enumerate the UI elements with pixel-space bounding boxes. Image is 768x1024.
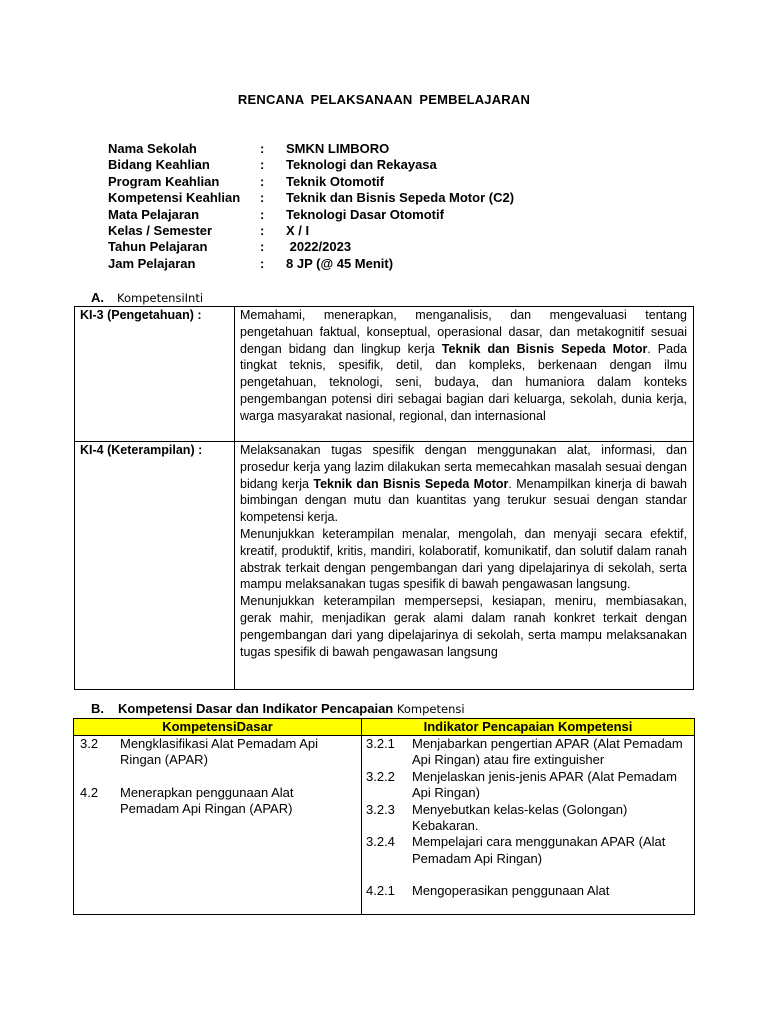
info-row-class [108,223,514,239]
table-row [75,307,694,442]
item-text: Mengklasifikasi Alat Pemadam Api Ringan (APAR) [120,736,318,768]
table-row [75,442,694,690]
info-label: Mata Pelajaran [108,206,200,222]
list-item [74,736,361,769]
section-title: Kompetensi Dasar dan Indikator Pencapaian [118,701,394,716]
item-text: Mempelajari cara menggunakan APAR (Alat Pemadam Api Ringan) [412,834,666,866]
info-value: X / I [286,222,310,238]
item-text: Mengoperasikan penggunaan Alat [412,883,610,899]
basic-competency-table [73,718,695,915]
info-row-field [108,157,514,173]
ki4-text-part: Melaksanakan tugas spesifik dengan menggunakan alat, informasi, dan prosedur kerja yang lazim dilakukan serta memecahkan masalah sesuai dengan bidang kerja [240,443,687,491]
school-info [108,141,514,272]
item-number: 4.2 [80,784,99,800]
info-label: Nama Sekolah [108,141,197,156]
info-colon: : [260,157,265,173]
ki4-bold-text: Teknik dan Bisnis Sepeda Motor [313,476,509,491]
list-item [362,769,694,802]
info-row-competency [108,190,514,206]
info-label: Program Keahlian [108,173,220,189]
info-label: Kompetensi Keahlian [108,190,241,206]
item-text: Menerapkan penggunaan Alat Pemadam Api Ringan (APAR) [120,784,294,817]
info-value: Teknologi dan Rekayasa [286,157,437,173]
info-colon: : [260,206,265,222]
ki3-bold-text: Teknik dan Bisnis Sepeda Motor [441,341,648,356]
info-row-school [108,141,514,157]
info-row-year [108,239,514,255]
item-number: 3.2.1 [366,736,395,751]
column-header: KompetensiDasar [74,719,362,736]
info-value: 8 JP (@ 45 Menit) [286,255,394,271]
item-text: Menyebutkan kelas-kelas (Golongan) Kebakaran. [412,801,628,834]
info-colon: : [260,173,265,189]
info-label: Kelas / Semester [108,222,213,238]
list-item [362,883,694,899]
info-label: Jam Pelajaran [108,255,196,271]
info-colon: : [260,190,265,206]
info-colon: : [260,255,265,271]
list-item [74,785,361,818]
indicator-cell [362,736,695,915]
info-value: 2022/2023 [286,239,352,255]
section-b-heading [91,701,465,716]
ki3-description [235,307,694,442]
table-row [74,736,695,915]
info-colon: : [260,141,265,156]
item-number: 4.2.1 [366,883,395,899]
info-label: Tahun Pelajaran [108,239,208,255]
list-item [362,802,694,835]
info-label: Bidang Keahlian [108,157,210,173]
competency-cell [74,736,362,915]
ki4-text-part: . Menampilkan kinerja di bawah bimbingan dengan mutu dan kuantitas yang terukur sesuai dengan standar kompetensi kerja. [240,476,688,525]
column-header: Indikator Pencapaian Kompetensi [362,719,695,736]
ki3-text-part: Memahami, menerapkan, menganalisis, dan mengevaluasi tentang pengetahuan faktual, konseptual, operasional dasar, dan metakognitif sesuai dengan bidang dan lingkup kerja [240,308,687,356]
item-text: Menjelaskan jenis-jenis APAR (Alat Pemadam Api Ringan) [412,768,677,801]
section-letter: B. [91,701,104,716]
item-text: Menjabarkan pengertian APAR (Alat Pemadam Api Ringan) atau fire extinguisher [412,736,683,768]
table-header-row [74,719,695,736]
info-value: Teknik Otomotif [286,173,384,189]
section-title-suffix: Kompetensi [393,702,465,716]
core-competency-table [74,306,694,690]
section-title: KompetensiInti [117,291,204,305]
item-number: 3.2.2 [366,768,395,784]
list-item [362,834,694,867]
info-value: SMKN LIMBORO [286,141,390,156]
ki4-paragraph: Menunjukkan keterampilan mempersepsi, kesiapan, meniru, membiasakan, gerak mahir, menjadikan gerak alami dalam ranah konkret terkait dengan pengembangan dari yang dipelajarinya di sekolah, serta mampu melaksanakan tugas spesifik di bawah pengawasan langsung [240,594,687,659]
item-number: 3.2 [80,736,99,751]
info-row-hours [108,256,514,272]
info-colon: : [260,239,265,255]
info-row-subject [108,207,514,223]
ki4-description [235,442,694,690]
info-value: Teknologi Dasar Otomotif [286,206,444,222]
ki4-paragraph: Menunjukkan keterampilan menalar, mengolah, dan menyaji secara efektif, kreatif, produktif, kritis, mandiri, kolaboratif, komunikatif, dan solutif dalam ranah abstrak terkait dengan pengembangan dari yang dipelajarinya di sekolah, serta mampu melaksanakan tugas spesifik di bawah pengawasan langsung. [240,526,687,592]
section-letter: A. [91,290,104,305]
info-row-program [108,174,514,190]
list-item [362,736,694,769]
page-title: RENCANA PELAKSANAAN PEMBELAJARAN [237,92,531,107]
item-number: 3.2.4 [366,834,395,850]
ki4-label: KI-4 (Keterampilan) : [75,442,235,690]
info-colon: : [260,222,265,238]
section-a-heading [91,290,203,305]
item-number: 3.2.3 [366,801,395,817]
ki3-label: KI-3 (Pengetahuan) : [75,307,235,442]
info-value: Teknik dan Bisnis Sepeda Motor (C2) [286,190,515,206]
ki3-text-part: . Pada tingkat teknis, spesifik, detil, dan kompleks, berkenaan dengan ilmu pengetahuan, teknologi, seni, budaya, dan humaniora dalam konteks pengembangan potensi diri sebagai bagian dari keluarga, sekolah, dunia kerja, warga masyarakat nasional, regional, dan internasional [240,341,688,423]
